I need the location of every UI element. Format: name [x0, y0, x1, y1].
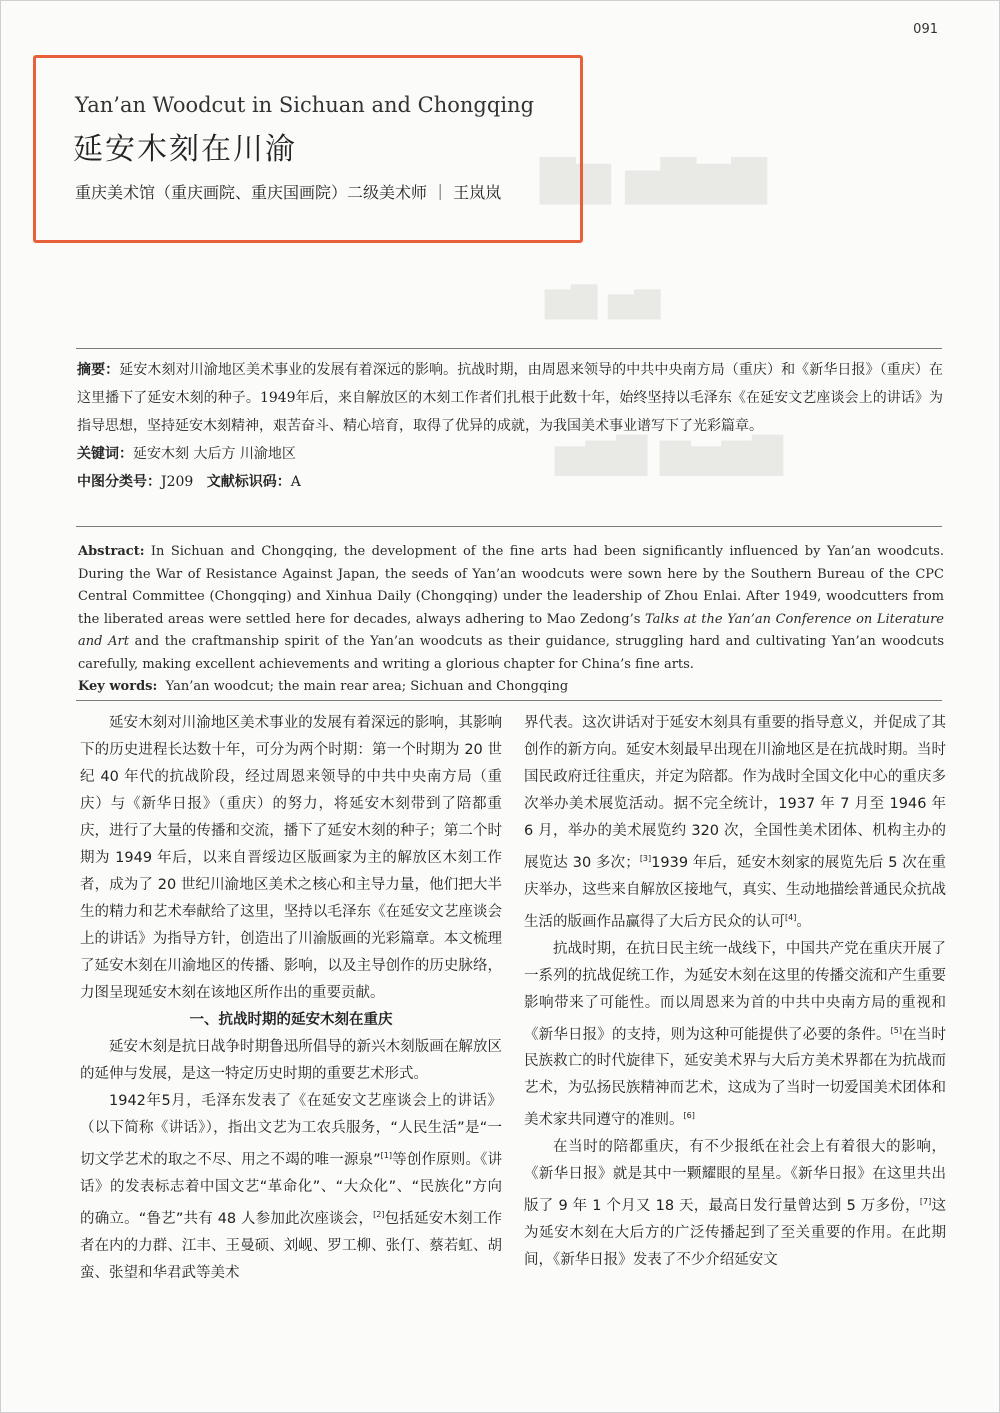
section-heading-1: 一、抗战时期的延安木刻在重庆	[189, 1012, 393, 1028]
footnote-ref: [3]	[639, 854, 652, 863]
body-paragraph-5	[524, 1134, 946, 1274]
body-text: 包括延安木刻工作者在内的力群、江丰、王曼硕、刘岘、罗工柳、张仃、蔡若虹、胡蛮、张望和华君武等美术	[80, 1210, 502, 1281]
abstract-english	[78, 541, 944, 699]
keywords-zh-label: 关键词：	[77, 446, 133, 462]
body-text: 这为延安木刻在大后方的广泛传播起到了至关重要的作用。在此期间，《新华日报》发表了不少介绍延安文	[524, 1198, 947, 1269]
keywords-en	[78, 676, 944, 699]
footnote-ref: [4]	[785, 912, 797, 922]
page-number: 091	[913, 22, 938, 37]
rule-top	[76, 348, 942, 349]
body-text: 等创作原则。《讲话》的发表标志着中国文艺“革命化”、“大众化”、“民族化”方向的确立。“鲁艺”共有 48 人参加此次座谈会，	[80, 1151, 503, 1227]
abstract-en-text-1: In Sichuan and Chongqing, the development of the fine arts had been significantly influenced by Yan’an woodcuts. During the War of Resistance Against Japan, the seeds of Yan’an woodcuts were sown here by the Southern Bureau of the CPC Central Committee (Chongqing) and Xinhua Daily (Chongqing) under the leadership of Zhou Enlai. After 1949, woodcutters from the liberated areas were settled here for decades, always adhering to Mao Zedong’s	[78, 544, 944, 627]
body-text: 1939 年后，延安木刻家的展览先后 5 次在重庆举办，这些来自解放区接地气，真实、生动地描绘普通民众抗战生活的版画作品赢得了大后方民众的认可	[524, 854, 947, 930]
bleed-through-decoration: ▇▆ ▅▇▆▇	[540, 150, 767, 204]
title-english: Yan’an Woodcut in Sichuan and Chongqing	[75, 93, 535, 117]
clc-value: J209	[161, 474, 194, 490]
keywords-en-text: Yan’an woodcut; the main rear area; Sichuan and Chongqing	[165, 679, 569, 694]
body-paragraph-3	[80, 1088, 502, 1287]
doc-code-value: A	[290, 474, 301, 490]
footnote-ref: [2]	[373, 1209, 385, 1219]
body-text: 在当时的陪都重庆，有不少报纸在社会上有着很大的影响，《新华日报》就是其中一颗耀眼的星星。《新华日报》在这里共出版了 9 年 1 个月又 18 天，最高日发行量曾达到 5 万多份，	[524, 1139, 946, 1215]
abstract-en-paragraph	[78, 541, 944, 676]
title-chinese: 延安木刻在川渝	[73, 132, 297, 167]
body-paragraph-3-continued	[524, 710, 946, 936]
abstract-chinese	[77, 356, 943, 496]
body-text: 抗战时期，在抗日民主统一战线下，中国共产党在重庆开展了一系列的抗战促统工作，为延安木刻在这里的传播交流和产生重要影响带来了可能性。而以周恩来为首的中共中央南方局的重视和《新华日报》的支持，则为这种可能提供了必要的条件。	[524, 940, 946, 1043]
body-text: 界代表。这次讲话对于延安木刻具有重要的指导意义，并促成了其创作的新方向。延安木刻最早出现在川渝地区是在抗战时期。当时国民政府迁往重庆，并定为陪都。作为战时全国文化中心的重庆多次举办美术展览活动。据不完全统计，1937 年 7 月至 1946 年 6 月，举办的美术展览约 320 次，全国性美术团体、机构主办的展览达 30 多次；	[524, 715, 946, 871]
doc-code-label: 文献标识码：	[206, 474, 291, 490]
rule-bottom	[76, 700, 942, 701]
abstract-zh-label: 摘要：	[77, 362, 120, 378]
keywords-zh-text: 延安木刻 大后方 川渝地区	[133, 446, 296, 462]
classification-line	[77, 468, 943, 496]
abstract-zh-text: 延安木刻对川渝地区美术事业的发展有着深远的影响。抗战时期，由周恩来领导的中共中央南方局（重庆）和《新华日报》（重庆）在这里播下了延安木刻的种子。1949年后，来自解放区的木刻工作者们扎根于此数十年，始终坚持以毛泽东《在延安文艺座谈会上的讲话》为指导思想，坚持延安木刻精神，艰苦奋斗、精心培育，取得了优异的成就，为我国美术事业谱写下了光彩篇章。	[77, 362, 944, 434]
abstract-en-label: Abstract:	[78, 544, 145, 559]
bleed-through-decoration: ▅▆▇ ▆▅▆▇	[555, 430, 784, 476]
rule-middle	[76, 526, 942, 527]
footnote-ref: [7]	[919, 1197, 932, 1207]
clc-label: 中图分类号：	[77, 474, 161, 490]
keywords-zh	[77, 440, 943, 468]
body-column-left	[80, 710, 502, 1287]
footnote-ref: [1]	[380, 1151, 392, 1160]
abstract-en-italic-title: Talks at the Yan’an Conference on Literature and Art	[78, 611, 945, 649]
keywords-en-label: Key words:	[78, 679, 158, 694]
bleed-through-decoration: ▆▇ ▅▆	[545, 280, 661, 320]
body-text: 在当时民族救亡的时代旋律下，延安美术界与大后方美术界都在为抗战而艺术，为弘扬民族精神而艺术，这成为了当时一切爱国美术团体和美术家共同遵守的准则。	[524, 1026, 946, 1129]
footnote-ref: [6]	[683, 1111, 695, 1121]
body-column-right	[524, 710, 946, 1274]
footnote-ref: [5]	[890, 1025, 902, 1035]
body-paragraph-4	[524, 936, 946, 1135]
abstract-zh-paragraph	[77, 356, 943, 440]
body-paragraph-2: 延安木刻是抗日战争时期鲁迅所倡导的新兴木刻版画在解放区的延伸与发展，是这一特定历史时期的重要艺术形式。	[80, 1039, 502, 1082]
body-text: 。	[796, 913, 811, 930]
body-text: 1942年5月，毛泽东发表了《在延安文艺座谈会上的讲话》（以下简称《讲话》），指出文艺为工农兵服务，“人民生活”是“一切文学艺术的取之不尽、用之不竭的唯一源泉”	[80, 1093, 502, 1168]
author-line: 重庆美术馆（重庆画院、重庆国画院）二级美术师 ｜ 王岚岚	[75, 183, 502, 202]
body-paragraph-1: 延安木刻对川渝地区美术事业的发展有着深远的影响，其影响下的历史进程长达数十年，可分为两个时期：第一个时期为 20 世纪 40 年代的抗战阶段，经过周恩来领导的中共中央南方局（重庆）与《新华日报》（重庆）的努力，将延安木刻带到了陪都重庆，进行了大量的传播和交流，播下了延安木刻的种子；第二个时期为 1949 年后，以来自晋绥边区版画家为主的解放区木刻工作者，成为了 20 世纪川渝地区美术之核心和主导力量，他们把大半生的精力和艺术奉献给了这里，坚持以毛泽东《在延安文艺座谈会上的讲话》为指导方针，创造出了川渝版画的光彩篇章。本文梳理了延安木刻在川渝地区的传播、影响，以及主导创作的历史脉络，力图呈现延安木刻在该地区所作出的重要贡献。	[80, 715, 502, 1001]
abstract-en-text-2: and the craftmanship spirit of the Yan’an woodcuts as their guidance, struggling hard and cultivating Yan’an woodcuts carefully, making excellent achievements and writing a glorious chapter for China’s fine arts.	[78, 634, 945, 672]
